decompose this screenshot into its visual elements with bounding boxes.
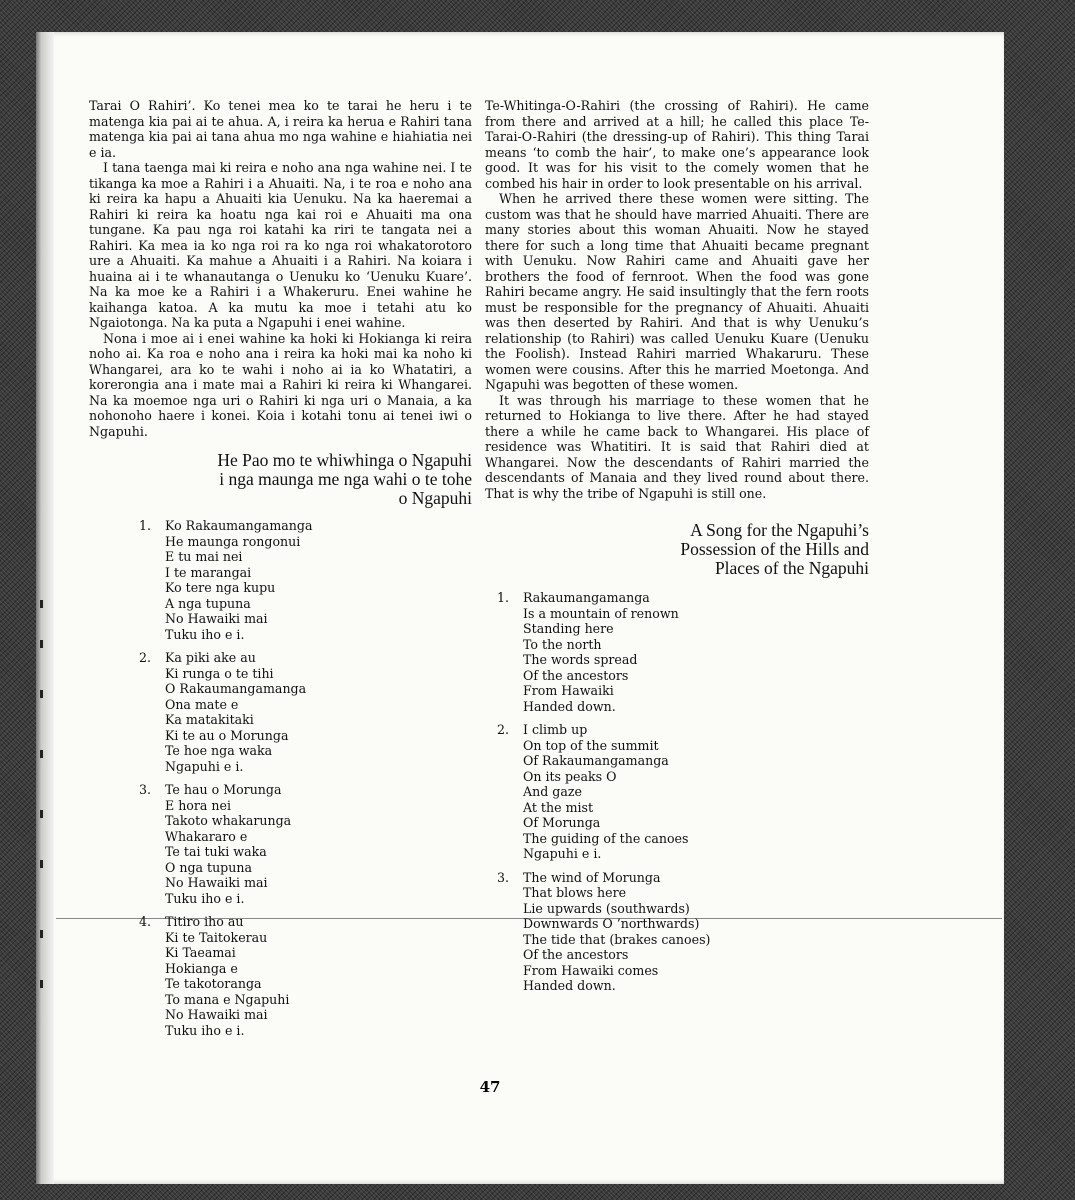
right-song-heading: A Song for the Ngapuhi’s Possession of the Hills and Places of the Ngapuhi <box>680 520 869 578</box>
right-column <box>485 98 869 1002</box>
left-stanza: 2. Ka piki ake au Ki runga o te tihi O Rakaumangamanga Ona mate e Ka matakitaki Ki te au o Morunga Te hoe nga waka Ngapuhi e i. <box>139 650 307 774</box>
left-paragraph-2: I tana taenga mai ki reira e noho ana nga wahine nei. I te tikanga ka moe a Rahiri i a Ahuaiti. Na, i te roa e noho ana ki reira ka hapu a Ahuaiti kia Uenuku. Na ka haeremai a Rahiri ki reira ka hoatu nga kai roi e Ahuaiti ma ona tungane. Ka pau nga roi katahi ka riri te tangata nei a Rahiri. Ka mea ia ko nga roi ra ko nga roi whakatorotoro ure a Ahuaiti. Ka mahue a Ahuaiti i a Rahiri. Na koiara i huaina ai i te whanautanga o Uenuku ko ‘Uenuku Kuare’. Na ka moe ke a Rahiri i a Whakeruru. Enei wahine he kaihanga katoa. A ka mutu ka moe i tetahi atu ko Ngaiotonga. Na ka puta a Ngapuhi i enei wahine. <box>89 160 472 330</box>
right-stanza: 2. I climb up On top of the summit Of Rakaumangamanga On its peaks O And gaze At the mist Of Morunga The guiding of the canoes Ngapuhi e i. <box>497 722 689 861</box>
left-stanza: 4. Titiro iho au Ki te Taitokerau Ki Taeamai Hokianga e Te takotoranga To mana e Ngapuhi No Hawaiki mai Tuku iho e i. <box>139 914 290 1038</box>
right-paragraph-3: It was through his marriage to these women that he returned to Hokianga to live there. After he had stayed there a while he came back to Whangarei. His place of residence was Whatitiri. It is said that Rahiri died at Whangarei. Now the descendants of Rahiri married the descendants of Manaia and they lived round about there. That is why the tribe of Ngapuhi is still one. <box>485 392 869 501</box>
left-stanza: 1. Ko Rakaumangamanga He maunga rongonui E tu mai nei I te marangai Ko tere nga kupu A nga tupuna No Hawaiki mai Tuku iho e i. <box>139 518 313 642</box>
left-song-heading: He Pao mo te whiwhinga o Ngapuhi i nga maunga me nga wahi o te tohe o Ngapuhi <box>217 450 472 508</box>
gutter-marks <box>40 600 50 1000</box>
page-number: 47 <box>479 1078 501 1096</box>
left-column <box>89 98 472 1046</box>
right-paragraph-1: Te-Whitinga-O-Rahiri (the crossing of Rahiri). He came from there and arrived at a hill; he called this place Te-Tarai-O-Rahiri (the dressing-up of Rahiri). This thing Tarai means ‘to comb the hair’, to make one’s appearance look good. It was for his visit to the comely women that he combed his hair in order to look presentable on his arrival. <box>485 98 869 191</box>
left-paragraph-3: Nona i moe ai i enei wahine ka hoki ki Hokianga ki reira noho ai. Ka roa e noho ana i reira ka hoki mai ka noho ki Whangarei, ara ko te wahi i noho ai ia ko Whatatiri, a korerongia ana i mate mai a Rahiri ki reira ki Whangarei. Na ka moemoe nga uri o Rahiri ki nga uri o Manaia, a ka nohonoho haere i konei. Koia i kotahi tonu ai tenei iwi o Ngapuhi. <box>89 330 472 439</box>
right-stanza: 1. Rakaumangamanga Is a mountain of renown Standing here To the north The words spread Of the ancestors From Hawaiki Handed down. <box>497 590 679 714</box>
left-stanza: 3. Te hau o Morunga E hora nei Takoto whakarunga Whakararo e Te tai tuki waka O nga tupuna No Hawaiki mai Tuku iho e i. <box>139 782 292 906</box>
right-stanza: 3. The wind of Morunga That blows here Lie upwards (southwards) Downwards O ’northwards) The tide that (brakes canoes) Of the ancestors From Hawaiki comes Handed down. <box>497 869 711 993</box>
left-poem <box>139 518 472 1038</box>
left-paragraph-1: Tarai O Rahiri’. Ko tenei mea ko te tarai he heru i te matenga kia pai ai te ahua. A, i reira ka herua e Rahiri tana matenga kia pai ai tana ahua mo nga wahine e hiahiatia nei e ia. <box>89 98 472 160</box>
right-paragraph-2: When he arrived there these women were sitting. The custom was that he should have married Ahuaiti. There are many stories about this woman Ahuaiti. Now he stayed there for such a long time that Ahuaiti became pregnant with Uenuku. Now Rahiri came and Ahuaiti gave her brothers the food of fernroot. When the food was gone Rahiri became angry. He said insultingly that the fern roots must be responsible for the pregnancy of Ahuaiti. Ahuaiti was then deserted by Rahiri. And that is why Uenuku’s relationship (to Rahiri) was called Uenuku Kuare (Uenuku the Foolish). Instead Rahiri married Whakaruru. These women were cousins. After this he married Moetonga. And Ngapuhi was begotten of these women. <box>485 191 869 392</box>
right-poem <box>497 590 869 994</box>
